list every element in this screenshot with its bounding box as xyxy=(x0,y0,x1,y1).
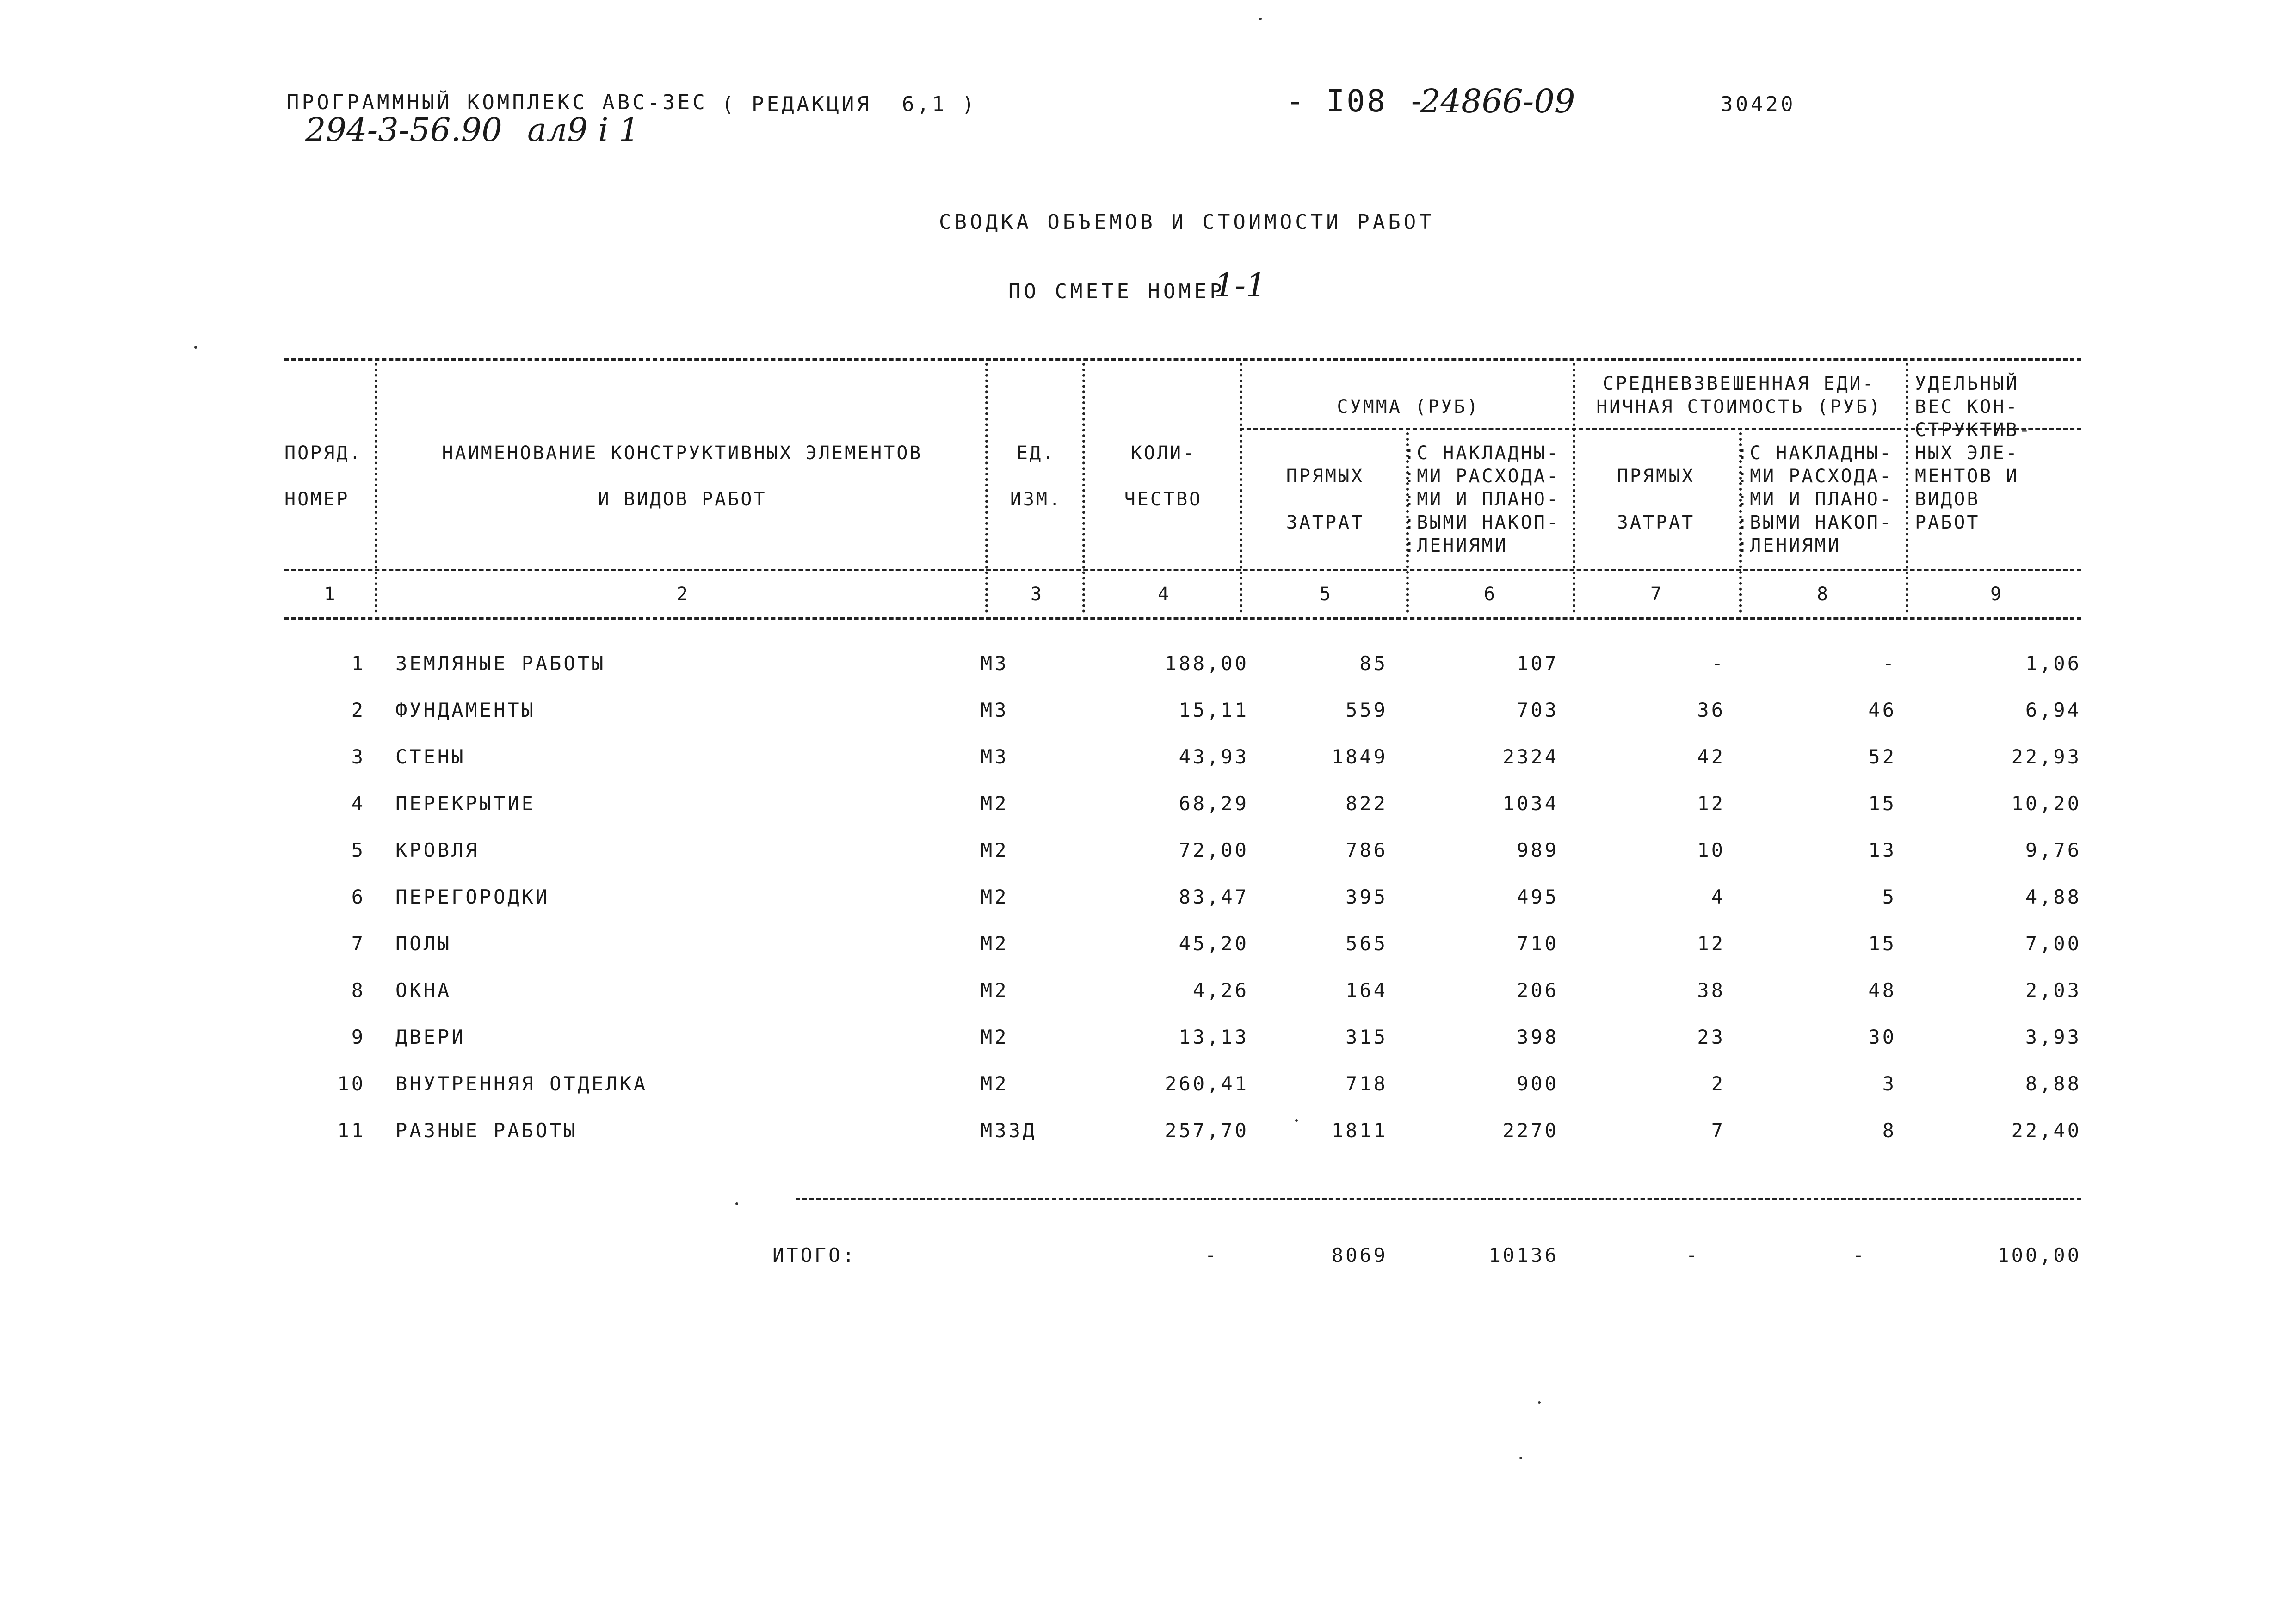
row-quantity: 45,20 xyxy=(1179,932,1249,955)
row-avg-overhead: 15 xyxy=(1868,932,1896,955)
row-number: 6 xyxy=(351,886,365,908)
row-avg-direct: 36 xyxy=(1697,699,1725,721)
row-unit: М2 xyxy=(981,839,1009,861)
table-row xyxy=(0,1026,2296,1072)
row-direct-cost: 559 xyxy=(1346,699,1388,721)
row-overhead-cost: 710 xyxy=(1517,932,1559,955)
row-avg-overhead: 13 xyxy=(1868,839,1896,861)
col-sep-3 xyxy=(1082,363,1085,613)
header-share-7: РАБОТ xyxy=(1915,512,1980,533)
header-avg-group-1: СРЕДНЕВЗВЕШЕННАЯ ЕДИ- xyxy=(1603,373,1876,394)
header-overhead-3: :МИ И ПЛАНО- xyxy=(1404,489,1560,510)
colnum-8: 8 xyxy=(1816,584,1828,605)
page-number: - I08 - xyxy=(1286,83,1428,119)
total-avg-direct: - xyxy=(1685,1244,1700,1267)
row-share: 6,94 xyxy=(2025,699,2081,721)
handwritten-code: 294-3-56.90 xyxy=(305,111,502,149)
row-number: 7 xyxy=(351,932,365,955)
row-share: 3,93 xyxy=(2025,1026,2081,1048)
header-share-2: ВЕС КОН- xyxy=(1915,396,2019,418)
row-direct-cost: 1849 xyxy=(1331,745,1388,768)
row-avg-direct: 38 xyxy=(1697,979,1725,1002)
header-qty-2: ЧЕСТВО xyxy=(1124,489,1203,510)
row-unit: М2 xyxy=(981,979,1009,1002)
header-avg-overhead-3: :МИ И ПЛАНО- xyxy=(1737,489,1893,510)
total-rule xyxy=(796,1198,2081,1200)
edition-label: ( РЕДАКЦИЯ 6,1 ) xyxy=(722,92,977,116)
scan-speck xyxy=(735,1202,738,1205)
row-avg-direct: 10 xyxy=(1697,839,1725,861)
row-unit: М2 xyxy=(981,932,1009,955)
row-overhead-cost: 900 xyxy=(1517,1072,1559,1095)
col-sep-1 xyxy=(375,363,377,613)
row-overhead-cost: 495 xyxy=(1517,886,1559,908)
table-row xyxy=(0,745,2296,792)
row-direct-cost: 786 xyxy=(1346,839,1388,861)
total-qty: - xyxy=(1204,1244,1219,1267)
total-overhead: 10136 xyxy=(1488,1244,1559,1267)
row-unit: М2 xyxy=(981,886,1009,908)
row-direct-cost: 164 xyxy=(1346,979,1388,1002)
row-overhead-cost: 206 xyxy=(1517,979,1559,1002)
row-name: ПЕРЕКРЫТИЕ xyxy=(395,792,536,815)
row-unit: М3 xyxy=(981,652,1009,675)
row-number: 10 xyxy=(337,1072,365,1095)
row-direct-cost: 1811 xyxy=(1331,1119,1388,1142)
row-name: РАЗНЫЕ РАБОТЫ xyxy=(395,1119,578,1142)
table-row xyxy=(0,932,2296,978)
row-quantity: 188,00 xyxy=(1165,652,1249,675)
header-avg-overhead-5: :ЛЕНИЯМИ xyxy=(1737,535,1841,556)
col-sep-4 xyxy=(1240,363,1242,613)
colnum-7: 7 xyxy=(1650,584,1662,605)
row-quantity: 68,29 xyxy=(1179,792,1249,815)
header-overhead-2: :МИ РАСХОДА- xyxy=(1404,466,1560,487)
table-row xyxy=(0,1072,2296,1119)
colnum-bottom-rule xyxy=(284,617,2081,620)
row-unit: М2 xyxy=(981,792,1009,815)
table-top-rule xyxy=(284,358,2081,361)
row-name: ОКНА xyxy=(395,979,452,1002)
header-overhead-1: :С НАКЛАДНЫ- xyxy=(1404,443,1560,464)
row-unit: М2 xyxy=(981,1072,1009,1095)
colnum-4: 4 xyxy=(1157,584,1169,605)
estimate-number: 1-1 xyxy=(1214,266,1266,304)
row-direct-cost: 822 xyxy=(1346,792,1388,815)
colnum-3: 3 xyxy=(1030,584,1042,605)
row-number: 11 xyxy=(337,1119,365,1142)
row-overhead-cost: 2270 xyxy=(1502,1119,1559,1142)
header-qty-1: КОЛИ- xyxy=(1130,443,1196,464)
row-number: 1 xyxy=(351,652,365,675)
colnum-1: 1 xyxy=(324,584,335,605)
row-avg-overhead: 5 xyxy=(1882,886,1896,908)
header-share-6: ВИДОВ xyxy=(1915,489,1980,510)
header-sum-group: СУММА (РУБ) xyxy=(1337,396,1480,418)
header-share-3: СТРУКТИВ- xyxy=(1915,419,2032,441)
header-order-1: ПОРЯД. xyxy=(284,443,363,464)
col-sep-8 xyxy=(1906,363,1908,613)
row-overhead-cost: 107 xyxy=(1517,652,1559,675)
row-avg-direct: 7 xyxy=(1711,1119,1725,1142)
row-quantity: 257,70 xyxy=(1165,1119,1249,1142)
row-direct-cost: 565 xyxy=(1346,932,1388,955)
row-avg-overhead: 52 xyxy=(1868,745,1896,768)
colnum-6: 6 xyxy=(1483,584,1495,605)
row-quantity: 83,47 xyxy=(1179,886,1249,908)
row-name: ВНУТРЕННЯЯ ОТДЕЛКА xyxy=(395,1072,648,1095)
colnum-9: 9 xyxy=(1990,584,2002,605)
row-number: 2 xyxy=(351,699,365,721)
row-name: ПЕРЕГОРОДКИ xyxy=(395,886,550,908)
row-overhead-cost: 1034 xyxy=(1502,792,1559,815)
row-avg-direct: 12 xyxy=(1697,792,1725,815)
row-avg-overhead: 46 xyxy=(1868,699,1896,721)
scan-speck xyxy=(1259,18,1262,20)
row-direct-cost: 85 xyxy=(1359,652,1388,675)
header-avg-overhead-1: :С НАКЛАДНЫ- xyxy=(1737,443,1893,464)
row-name: ЗЕМЛЯНЫЕ РАБОТЫ xyxy=(395,652,606,675)
row-unit: М2 xyxy=(981,1026,1009,1048)
row-direct-cost: 315 xyxy=(1346,1026,1388,1048)
row-share: 4,88 xyxy=(2025,886,2081,908)
header-unit-2: ИЗМ. xyxy=(1010,489,1062,510)
scan-speck xyxy=(1295,1119,1298,1122)
program-name: ПРОГРАММНЫЙ КОМПЛЕКС АВС-3ЕС xyxy=(287,91,708,114)
scan-speck xyxy=(194,346,197,349)
header-avg-group-2: НИЧНАЯ СТОИМОСТЬ (РУБ) xyxy=(1596,396,1882,418)
row-overhead-cost: 2324 xyxy=(1502,745,1559,768)
row-direct-cost: 395 xyxy=(1346,886,1388,908)
row-direct-cost: 718 xyxy=(1346,1072,1388,1095)
row-unit: М3ЗД xyxy=(981,1119,1037,1142)
row-quantity: 15,11 xyxy=(1179,699,1249,721)
row-name: ФУНДАМЕНТЫ xyxy=(395,699,536,721)
row-unit: М3 xyxy=(981,699,1009,721)
row-avg-overhead: 30 xyxy=(1868,1026,1896,1048)
row-share: 9,76 xyxy=(2025,839,2081,861)
header-name-1: НАИМЕНОВАНИЕ КОНСТРУКТИВНЫХ ЭЛЕМЕНТОВ xyxy=(442,443,923,464)
table-row xyxy=(0,886,2296,932)
row-number: 4 xyxy=(351,792,365,815)
handwritten-album: ал9 і 1 xyxy=(527,111,640,149)
table-row xyxy=(0,979,2296,1025)
row-quantity: 260,41 xyxy=(1165,1072,1249,1095)
table-row xyxy=(0,1119,2296,1165)
row-avg-overhead: 48 xyxy=(1868,979,1896,1002)
header-direct-1: ПРЯМЫХ xyxy=(1286,466,1364,487)
header-avg-direct-2: ЗАТРАТ xyxy=(1617,512,1695,533)
row-avg-direct: - xyxy=(1711,652,1725,675)
row-avg-direct: 4 xyxy=(1711,886,1725,908)
header-avg-overhead-4: :ВЫМИ НАКОП- xyxy=(1737,512,1893,533)
row-quantity: 72,00 xyxy=(1179,839,1249,861)
col-sep-2 xyxy=(985,363,988,613)
row-number: 5 xyxy=(351,839,365,861)
row-avg-direct: 2 xyxy=(1711,1072,1725,1095)
header-order-2: НОМЕР xyxy=(284,489,350,510)
scan-speck xyxy=(1538,1401,1541,1404)
row-overhead-cost: 703 xyxy=(1517,699,1559,721)
total-row xyxy=(0,1244,2296,1290)
table-row xyxy=(0,792,2296,838)
header-avg-overhead-2: :МИ РАСХОДА- xyxy=(1737,466,1893,487)
header-share-4: НЫХ ЭЛЕ- xyxy=(1915,443,2019,464)
row-avg-direct: 42 xyxy=(1697,745,1725,768)
table-row xyxy=(0,699,2296,745)
table-row xyxy=(0,652,2296,698)
scan-speck xyxy=(1519,1457,1522,1459)
row-number: 8 xyxy=(351,979,365,1002)
header-overhead-4: :ВЫМИ НАКОП- xyxy=(1404,512,1560,533)
col-sep-6 xyxy=(1573,363,1575,613)
row-overhead-cost: 398 xyxy=(1517,1026,1559,1048)
row-quantity: 13,13 xyxy=(1179,1026,1249,1048)
row-share: 7,00 xyxy=(2025,932,2081,955)
handwritten-document-number: 24866-09 xyxy=(1420,82,1575,120)
header-overhead-5: :ЛЕНИЯМИ xyxy=(1404,535,1508,556)
colnum-5: 5 xyxy=(1319,584,1331,605)
row-avg-overhead: 3 xyxy=(1882,1072,1896,1095)
row-share: 2,03 xyxy=(2025,979,2081,1002)
row-name: ПОЛЫ xyxy=(395,932,452,955)
header-share-1: УДЕЛЬНЫЙ xyxy=(1915,373,2019,394)
header-bottom-rule xyxy=(284,569,2081,571)
row-avg-overhead: 15 xyxy=(1868,792,1896,815)
page-title: СВОДКА ОБЪЕМОВ И СТОИМОСТИ РАБОТ xyxy=(939,210,1435,234)
row-overhead-cost: 989 xyxy=(1517,839,1559,861)
colnum-2: 2 xyxy=(676,584,688,605)
row-quantity: 43,93 xyxy=(1179,745,1249,768)
row-avg-direct: 12 xyxy=(1697,932,1725,955)
row-avg-overhead: 8 xyxy=(1882,1119,1896,1142)
row-unit: М3 xyxy=(981,745,1009,768)
row-name: КРОВЛЯ xyxy=(395,839,480,861)
row-avg-direct: 23 xyxy=(1697,1026,1725,1048)
table-row xyxy=(0,839,2296,885)
total-label: ИТОГО: xyxy=(772,1244,857,1267)
header-share-5: МЕНТОВ И xyxy=(1915,466,2019,487)
document-number: 30420 xyxy=(1721,92,1796,116)
header-avg-direct-1: ПРЯМЫХ xyxy=(1617,466,1695,487)
row-share: 22,40 xyxy=(2011,1119,2081,1142)
row-quantity: 4,26 xyxy=(1192,979,1249,1002)
row-avg-overhead: - xyxy=(1882,652,1896,675)
row-number: 3 xyxy=(351,745,365,768)
row-share: 1,06 xyxy=(2025,652,2081,675)
row-name: ДВЕРИ xyxy=(395,1026,466,1048)
total-direct: 8069 xyxy=(1331,1244,1388,1267)
header-unit-1: ЕД. xyxy=(1016,443,1056,464)
row-number: 9 xyxy=(351,1026,365,1048)
total-share: 100,00 xyxy=(1997,1244,2081,1267)
row-share: 22,93 xyxy=(2011,745,2081,768)
header-direct-2: ЗАТРАТ xyxy=(1286,512,1364,533)
total-avg-overhead: - xyxy=(1852,1244,1867,1267)
row-share: 10,20 xyxy=(2011,792,2081,815)
row-share: 8,88 xyxy=(2025,1072,2081,1095)
row-name: СТЕНЫ xyxy=(395,745,466,768)
estimate-label: ПО СМЕТЕ НОМЕР xyxy=(1008,280,1225,303)
header-name-2: И ВИДОВ РАБОТ xyxy=(598,489,767,510)
